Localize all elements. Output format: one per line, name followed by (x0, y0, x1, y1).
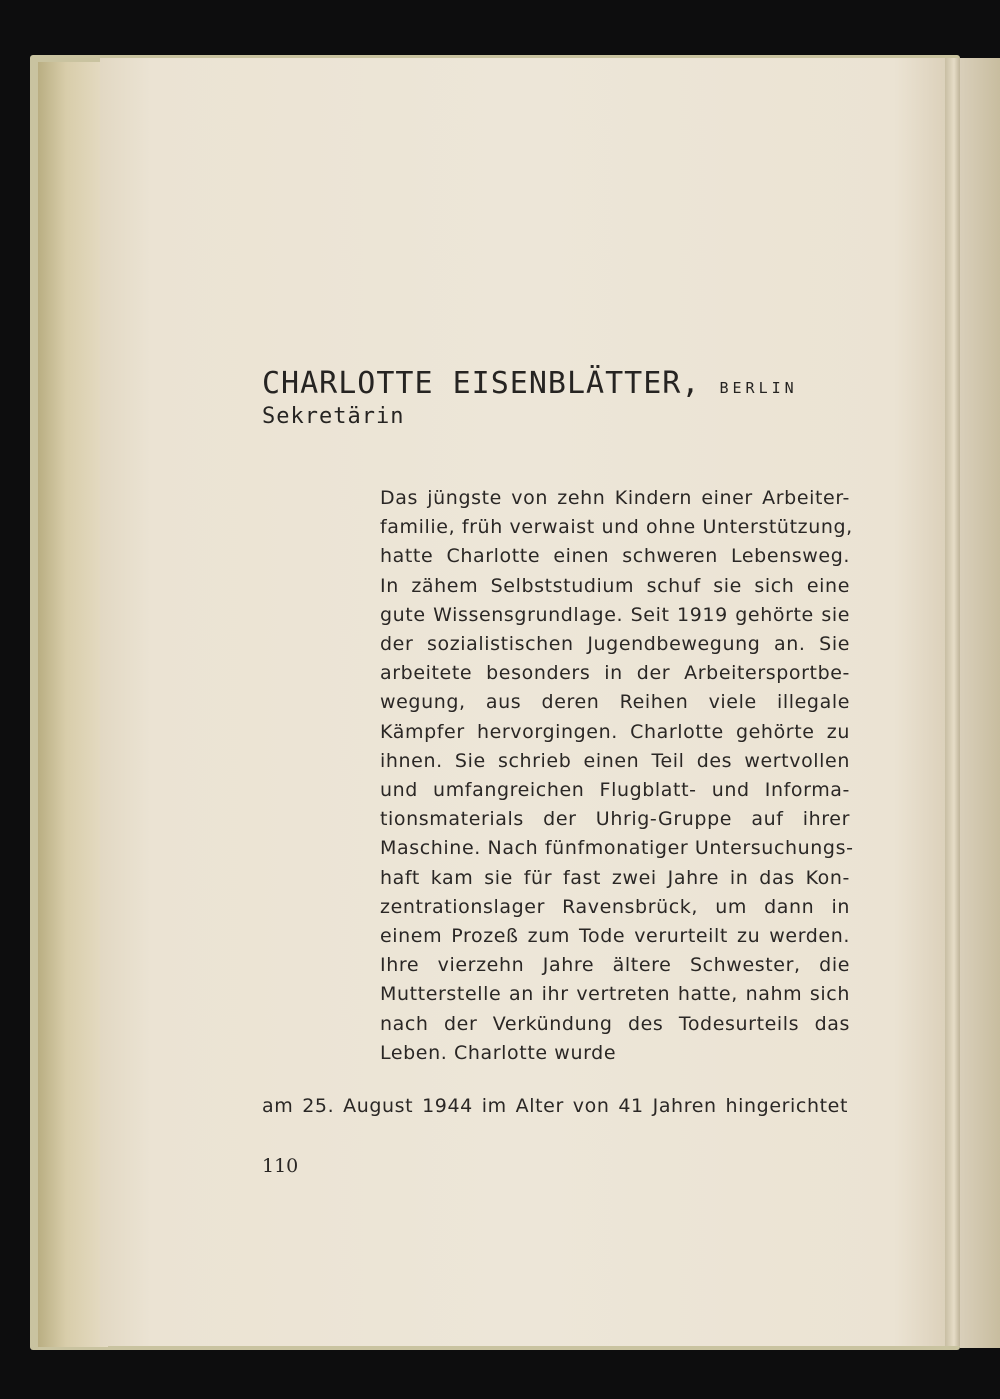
paragraph-line: wegung, aus deren Reihen viele illegale (380, 691, 850, 714)
paragraph-line: Kämpfer hervorgingen. Charlotte gehörte zu (380, 720, 850, 743)
paragraph-line: arbeitete besonders in der Arbeitersportbe- (380, 662, 850, 685)
paragraph-line: Das jüngste von zehn Kindern einer Arbeiter- (380, 487, 850, 509)
paragraph-line: Ihre vierzehn Jahre ältere Schwester, die (380, 954, 850, 977)
book-gutter (945, 58, 960, 1346)
person-name: CHARLOTTE EISENBLÄTTER, (262, 366, 701, 401)
page-edges (38, 62, 108, 1347)
paragraph-line: hatte Charlotte einen schweren Lebensweg. (380, 545, 850, 568)
paragraph-line: der sozialistischen Jugendbewegung an. Sie (380, 633, 850, 656)
paragraph-line: familie, früh verwaist und ohne Unterstützung, (380, 516, 853, 539)
paragraph-line: haft kam sie für fast zwei Jahre in das Kon- (380, 866, 850, 889)
paragraph-line: zentrationslager Ravensbrück, um dann in (380, 895, 850, 918)
paragraph-line: Leben. Charlotte wurde (380, 1041, 617, 1064)
person-heading (262, 366, 798, 401)
execution-line: am 25. August 1944 im Alter von 41 Jahren hingerichtet (262, 1095, 848, 1117)
paragraph-line: und umfangreichen Flugblatt- und Informa- (380, 779, 850, 802)
biography-paragraph (380, 484, 854, 1068)
paragraph-line: In zähem Selbststudium schuf sie sich eine (380, 574, 850, 597)
person-city: BERLIN (719, 379, 798, 397)
paragraph-line: einem Prozeß zum Tode verurteilt zu werden. (380, 925, 850, 948)
paragraph-line: nach der Verkündung des Todesurteils das (380, 1012, 850, 1035)
paragraph-line: tionsmaterials der Uhrig-Gruppe auf ihrer (380, 808, 850, 831)
person-occupation: Sekretärin (262, 404, 405, 429)
page-number: 110 (262, 1155, 299, 1177)
paragraph-line: Maschine. Nach fünfmonatiger Untersuchungs- (380, 837, 854, 860)
paragraph-line: ihnen. Sie schrieb einen Teil des wertvollen (380, 749, 850, 772)
paragraph-line: Mutterstelle an ihr vertreten hatte, nahm sich (380, 983, 850, 1006)
facing-page-edge (960, 58, 1000, 1348)
paragraph-line: gute Wissensgrundlage. Seit 1919 gehörte sie (380, 603, 850, 626)
